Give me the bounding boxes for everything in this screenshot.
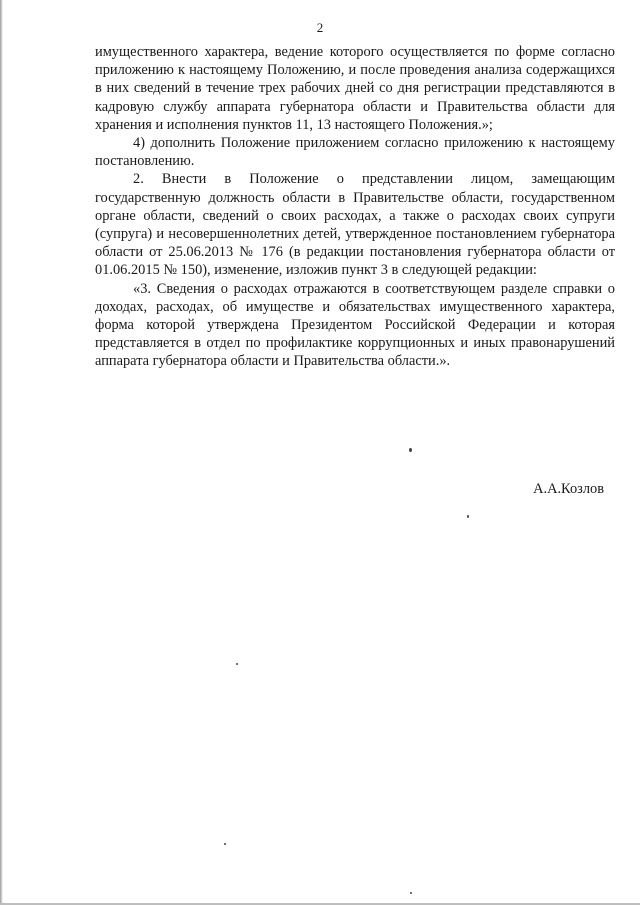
scan-edge-shadow bbox=[0, 0, 3, 905]
scan-speck bbox=[236, 663, 238, 665]
scan-speck bbox=[224, 843, 226, 845]
document-body bbox=[95, 43, 615, 371]
paragraph-section-2: 2. Внести в Положение о представлении лицом, замещающим государственную должность области в Правительстве области, государственном органе области, сведений о своих расходах, а также о расходах своих супруги (супруга) и несовершеннолетних детей, утвержденное постановлением губернатора области от 25.06.2013 № 176 (в редакции постановления губернатора области от 01.06.2015 № 150), изменение, изложив пункт 3 в следующей редакции: bbox=[95, 171, 615, 279]
paragraph-continuation: имущественного характера, ведение которого осуществляется по форме согласно приложению к настоящему Положению, и после проведения анализа содержащихся в них сведений в течение трех рабочих дней со дня регистрации представляются в кадровую службу аппарата губернатора области и Правительства области для хранения и исполнения пунктов 11, 13 настоящего Положения.»; bbox=[95, 44, 615, 133]
page-number: 2 bbox=[316, 20, 324, 35]
scan-speck bbox=[467, 515, 469, 518]
paragraph-point-3-quote: «3. Сведения о расходах отражаются в соответствующем разделе справки о доходах, расходах, об имуществе и обязательствах имущественного характера, форма которой утверждена Президентом Российской Федерации и которая представляется в отдел по профилактике коррупционных и иных правонарушений аппарата губернатора области и Правительства области.». bbox=[95, 280, 615, 370]
signature-name: А.А.Козлов bbox=[533, 481, 604, 497]
paragraph-item-4: 4) дополнить Положение приложением согласно приложению к настоящему постановлению. bbox=[95, 135, 615, 170]
scan-speck bbox=[409, 448, 412, 452]
scan-speck bbox=[410, 892, 412, 894]
